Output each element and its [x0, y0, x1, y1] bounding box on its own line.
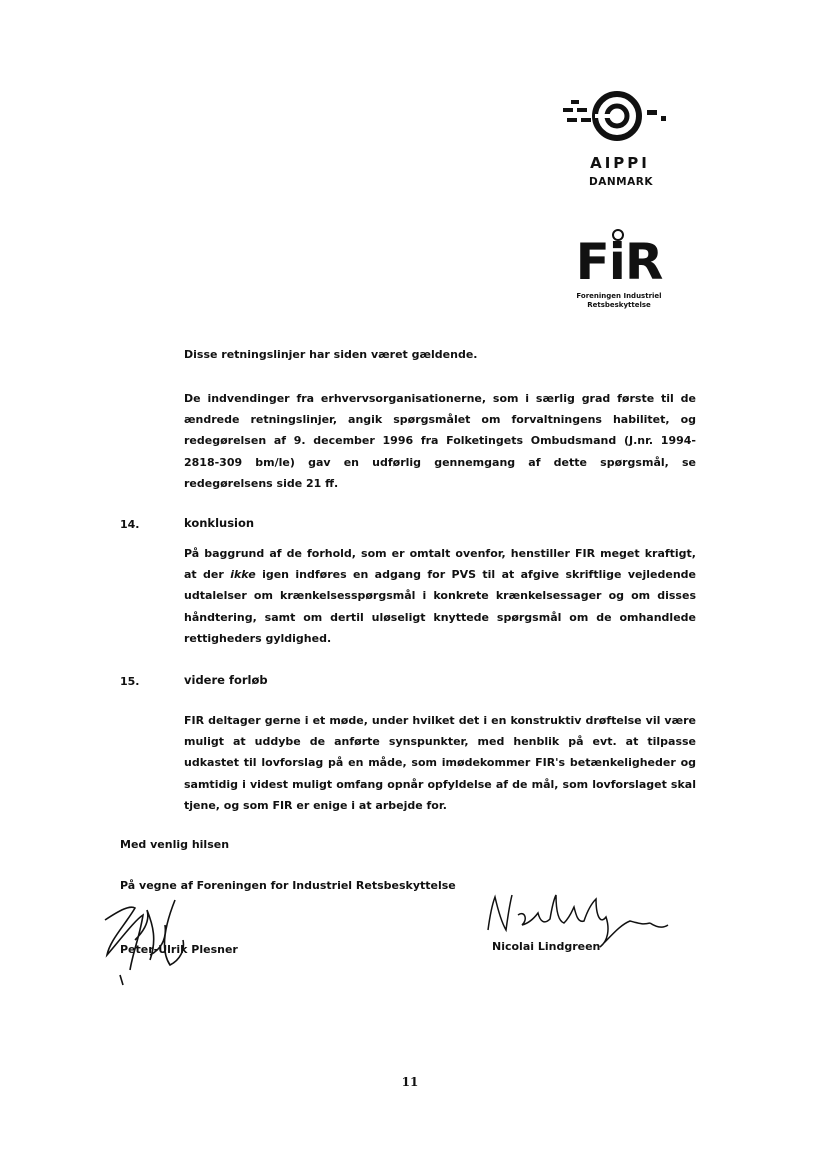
section-15-number: 15.: [120, 675, 140, 688]
aippi-logo: [555, 88, 685, 198]
fir-subtitle: [560, 292, 678, 310]
section-14-text-end: igen indføres en adgang for PVS til at afgive skriftlige vejledende udtalelser om krænkelsesspørgsmål i konkrete krænkelsessager og om disses håndtering, samt om dertil uløseligt knyttede spørgsmål om de omhandlede rettigheders gyldighed.: [184, 568, 696, 645]
objections-paragraph: De indvendinger fra erhvervsorganisationerne, som i særlig grad første til de ændrede retningslinjer, angik spørgsmålet om forvaltningens habilitet, og redegørelsen af 9. december 1996 fra Folketingets Ombudsmand (J.nr. 1994-2818-309 bm/le) gav en udførlig gennemgang af dette spørgsmål, se redegørelsens side 21 ff.: [184, 392, 696, 490]
fir-logo: [560, 225, 685, 325]
fir-wordmark: FiR: [575, 233, 663, 291]
page-number: 11: [401, 1075, 419, 1089]
intro-sentence: Disse retningslinjer har siden været gældende.: [184, 348, 478, 361]
section-14-text-start: På baggrund af de forhold, som er omtalt ovenfor, henstiller FIR meget kraftigt, at der: [184, 547, 696, 582]
signature-right: [480, 885, 680, 955]
closing-greeting: Med venlig hilsen: [120, 838, 230, 851]
section-14-heading: konklusion: [184, 516, 255, 530]
signatory-right-name: Nicolai Lindgreen: [492, 940, 601, 953]
section-14-emphasis: ikke: [230, 568, 256, 582]
signatory-left-name: Peter-Ulrik Plesner: [120, 943, 238, 956]
aippi-emblem-icon: [555, 88, 685, 154]
section-14-number: 14.: [120, 518, 140, 531]
fir-subtitle-line1: Foreningen Industriel: [576, 292, 662, 300]
aippi-wordmark: AIPPI: [590, 154, 650, 172]
section-14-paragraph: [184, 543, 696, 649]
section-15-heading: videre forløb: [184, 673, 268, 687]
section-15-paragraph: FIR deltager gerne i et møde, under hvilket det i en konstruktiv drøftelse vil være muligt at uddybe de anførte synspunkter, med henblik på evt. at tilpasse udkastet til lovforslag på en måde, som imødekommer FIR's betænkeligheder og samtidig i videst muligt omfang opnår opfyldelse af de mål, som lovforslaget skal tjene, og som FIR er enige i at arbejde for.: [184, 714, 696, 812]
on-behalf-line: På vegne af Foreningen for Industriel Retsbeskyttelse: [120, 879, 456, 892]
signature-left: [95, 880, 215, 990]
fir-subtitle-line2: Retsbeskyttelse: [587, 301, 651, 309]
aippi-country: DANMARK: [589, 176, 653, 188]
